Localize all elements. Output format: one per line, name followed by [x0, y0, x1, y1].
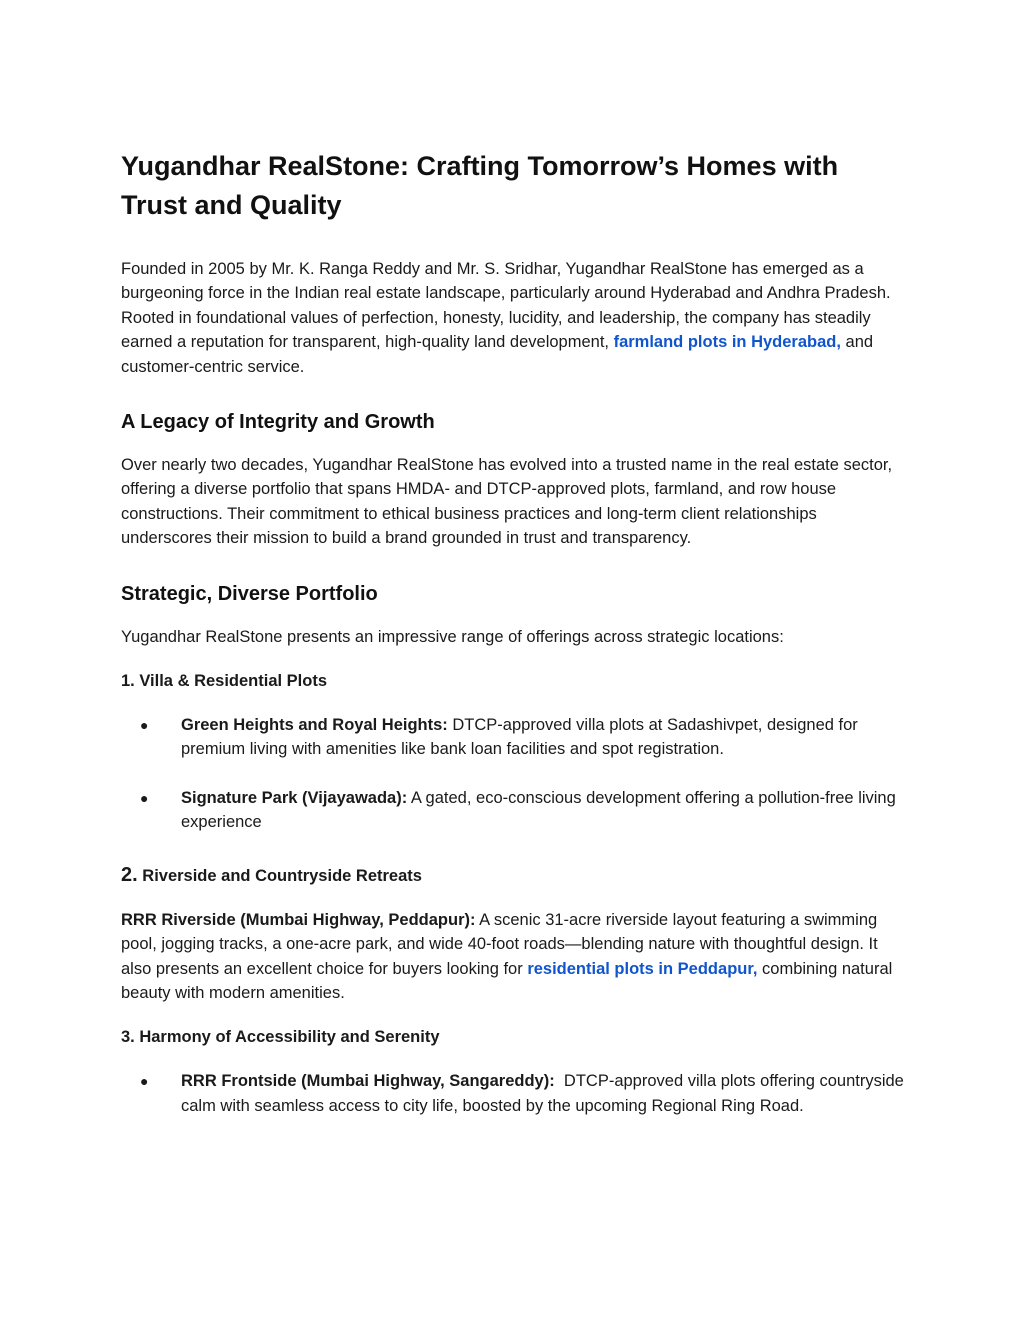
portfolio-paragraph: Yugandhar RealStone presents an impressive range of offerings across strategic locations:: [121, 627, 784, 646]
intro-paragraph: [121, 257, 911, 379]
list-item-title: Green Heights and Royal Heights:: [181, 716, 448, 735]
section2-text-start: A scenic 31-acre riverside layout featuring a swimming pool, jogging tracks, a one-acre park, and wide 40-foot roads—blending nature with thoughtful design. It also presents an excellent choice for buyers looking for: [121, 910, 878, 978]
section2-text-end: combining natural beauty with modern amenities.: [121, 959, 893, 1002]
section1-heading: 1. Villa & Residential Plots: [121, 672, 328, 691]
section1-list: [121, 713, 911, 835]
bullet-icon: ●: [140, 1073, 149, 1090]
section3-heading: 3. Harmony of Accessibility and Serenity: [121, 1028, 440, 1047]
bullet-icon: ●: [140, 789, 149, 806]
list-item: [121, 713, 911, 762]
intro-text-end: and customer-centric service.: [121, 333, 874, 376]
list-item-title: Signature Park (Vijayawada):: [181, 788, 408, 807]
section3-list: [121, 1069, 911, 1118]
residential-plots-link[interactable]: residential plots in Peddapur,: [527, 959, 758, 978]
section2-heading: [121, 863, 911, 888]
list-item: [121, 786, 911, 835]
legacy-paragraph: Over nearly two decades, Yugandhar RealStone has evolved into a trusted name in the real estate sector, offering a diverse portfolio that spans HMDA- and DTCP-approved plots, farmland, and row house constructions. Their commitment to ethical business practices and long-term client relationships underscores their mission to build a brand grounded in trust and transparency.: [121, 456, 893, 548]
intro-text-start: Founded in 2005 by Mr. K. Ranga Reddy and Mr. S. Sridhar, Yugandhar RealStone has emerged as a burgeoning force in the Indian real estate landscape, particularly around Hyderabad and Andhra Pradesh. Rooted in foundational values of perfection, honesty, lucidity, and leadership, the company has steadily earned a reputation for transparent, high-quality land development,: [121, 260, 891, 352]
section2-title: Riverside and Countryside Retreats: [137, 866, 422, 885]
bullet-icon: ●: [140, 717, 149, 734]
section2-number: 2.: [121, 863, 138, 886]
list-item-text: DTCP-approved villa plots at Sadashivpet, designed for premium living with amenities like bank loan facilities and spot registration.: [181, 716, 858, 759]
portfolio-heading: Strategic, Diverse Portfolio: [121, 582, 378, 605]
list-item-title: RRR Frontside (Mumbai Highway, Sangareddy):: [181, 1072, 555, 1091]
list-item: [121, 1069, 911, 1118]
page-title: Yugandhar RealStone: Crafting Tomorrow’s Homes with Trust and Quality: [121, 151, 839, 220]
list-item-text: A gated, eco-conscious development offering a pollution-free living experience: [181, 788, 896, 832]
section2-bold: RRR Riverside (Mumbai Highway, Peddapur):: [121, 910, 476, 929]
list-item-text: DTCP-approved villa plots offering countryside calm with seamless access to city life, boosted by the upcoming Regional Ring Road.: [181, 1072, 909, 1115]
farmland-plots-link[interactable]: farmland plots in Hyderabad,: [613, 333, 841, 352]
legacy-heading: A Legacy of Integrity and Growth: [121, 411, 435, 434]
section2-paragraph: [121, 908, 911, 1006]
document-page: [121, 147, 911, 1140]
